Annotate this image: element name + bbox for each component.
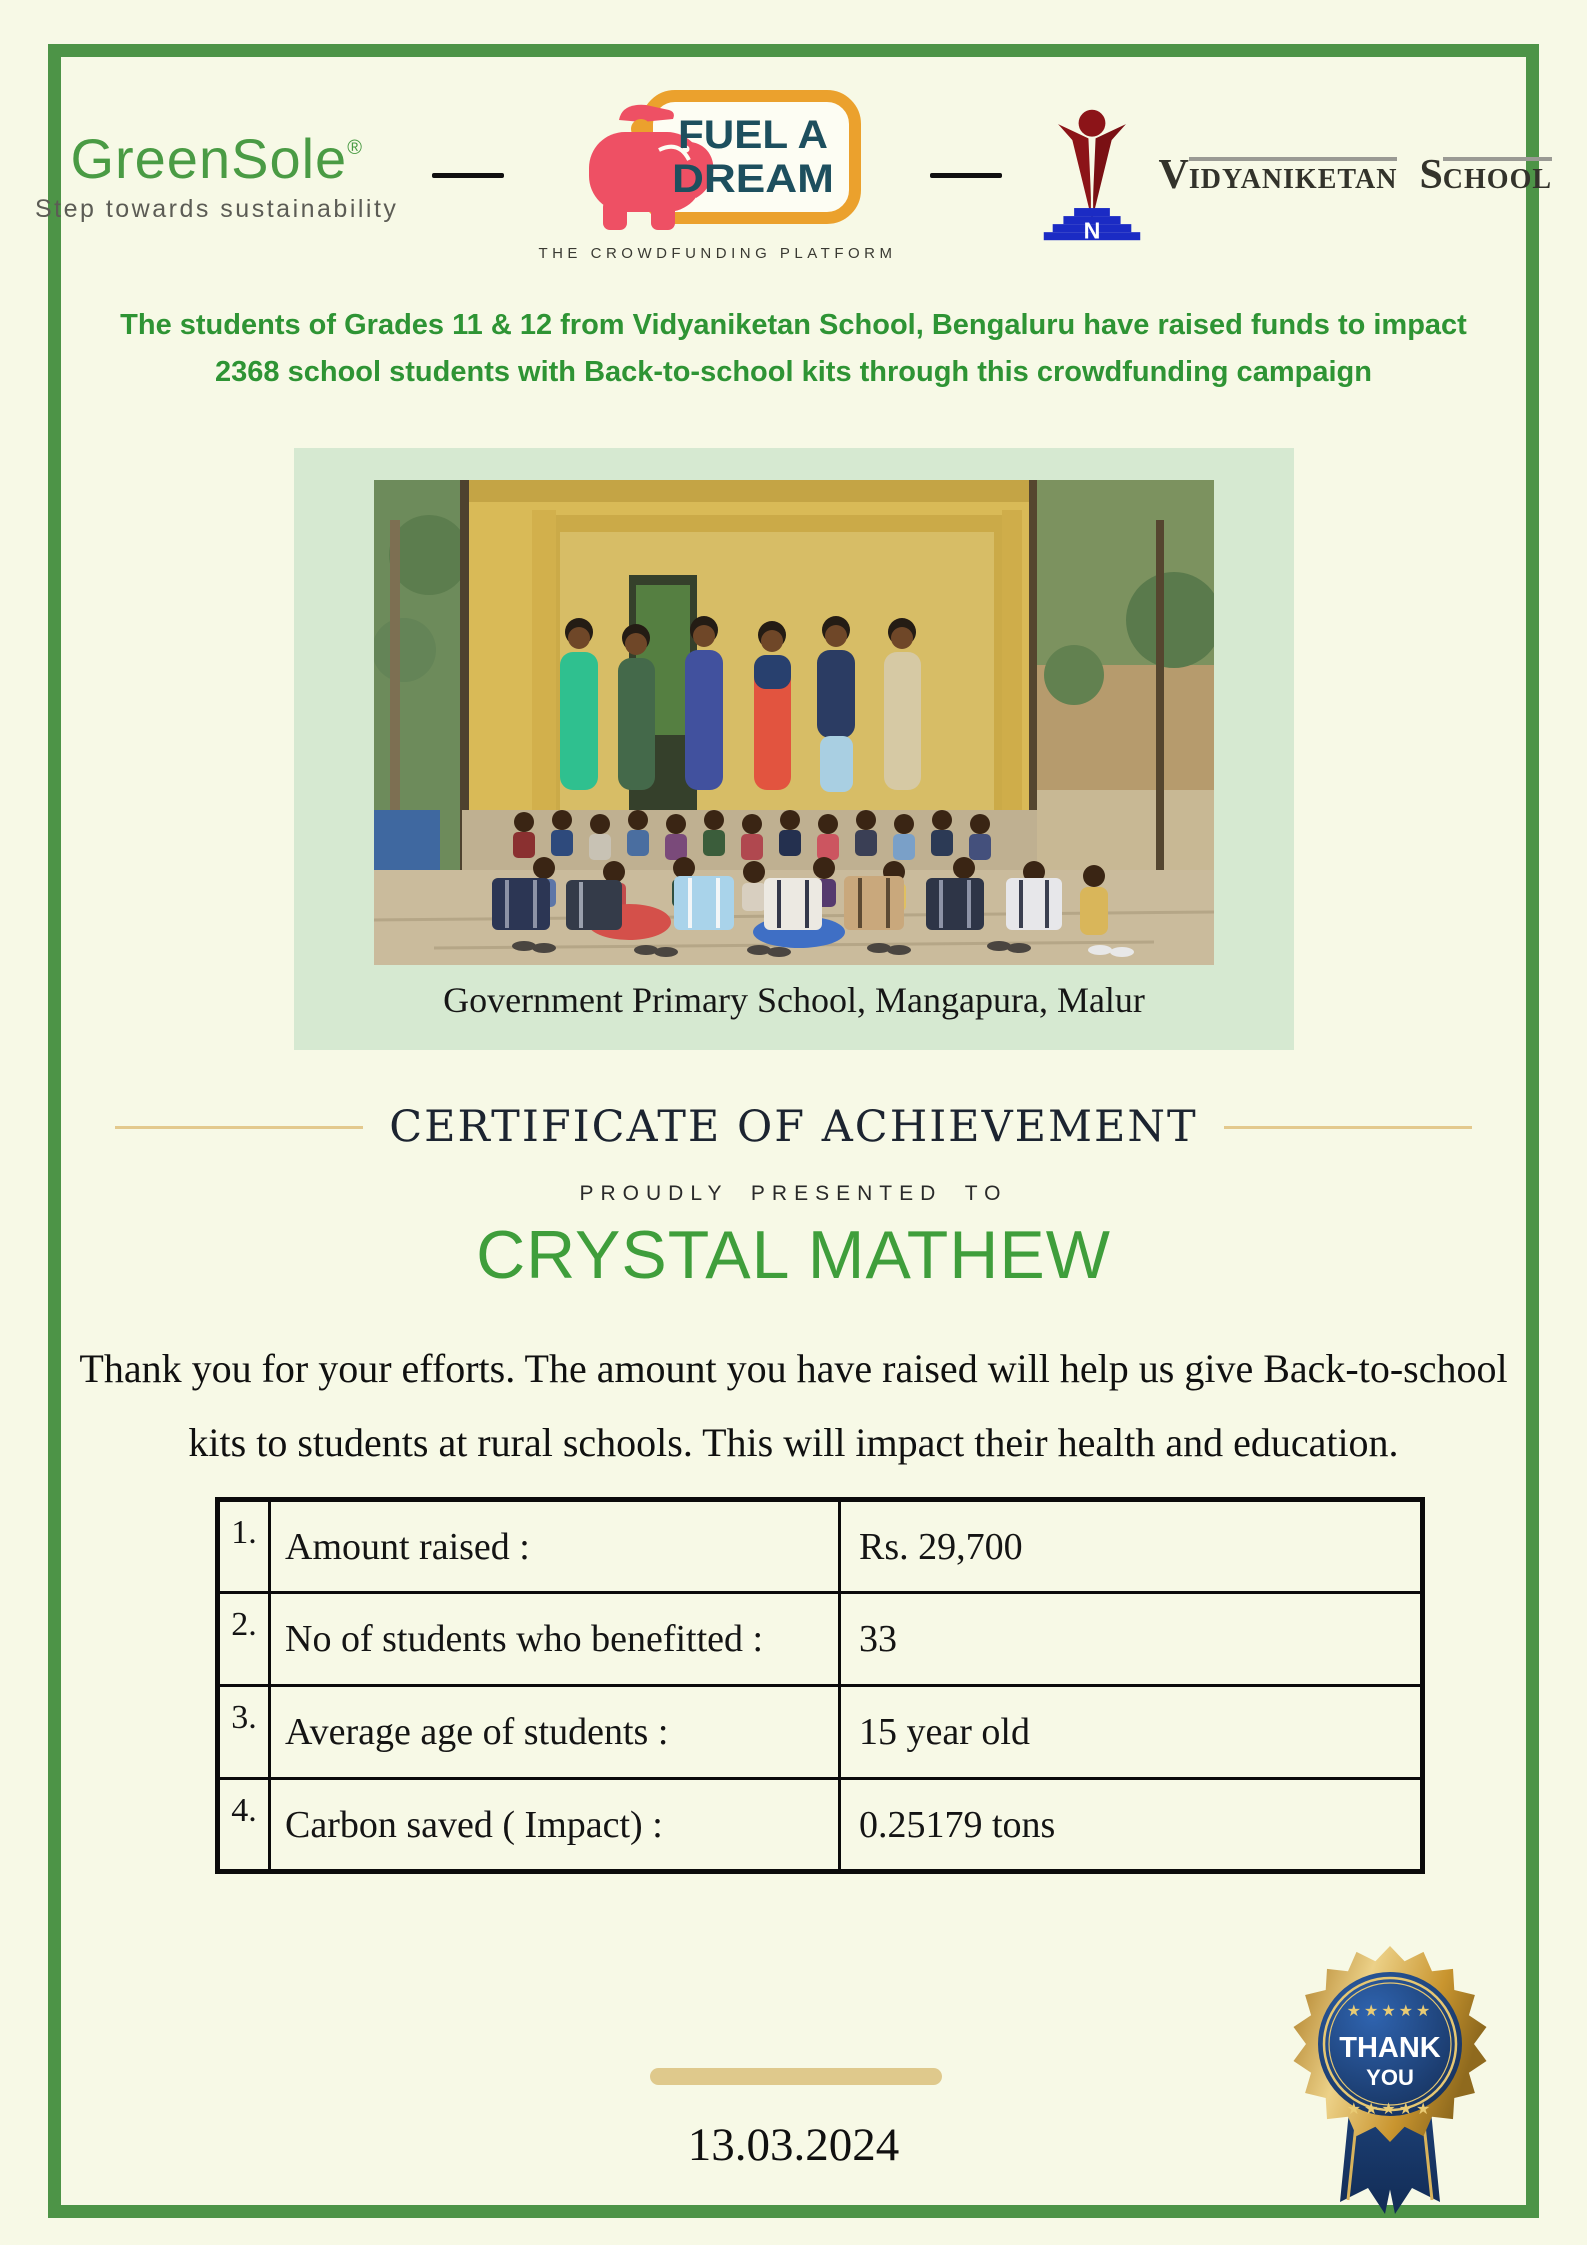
rosette-ribbon-icon (1280, 1916, 1500, 2216)
separator-dash (930, 173, 1002, 178)
row-number: 1. (218, 1500, 270, 1593)
word1-initial: V (1158, 152, 1189, 198)
greensole-wordmark (35, 126, 398, 191)
gold-line-right (1224, 1126, 1472, 1129)
row-number: 2. (218, 1593, 270, 1686)
row-value: 15 year old (840, 1686, 1423, 1779)
stars-bottom: ★★★★★ (1346, 2101, 1434, 2118)
impact-table (215, 1497, 1425, 1874)
intro-text: The students of Grades 11 & 12 from Vidyaniketan School, Bengaluru have raised funds to impact 2368 school students with Back-to-school kits through this crowdfunding campaign (120, 309, 1467, 388)
badge-line1: THANK (1339, 2032, 1441, 2064)
row-label: No of students who benefitted : (270, 1593, 840, 1686)
emblem-letter: N (1084, 217, 1101, 242)
greensole-name: GreenSole (70, 127, 348, 190)
intro-section (0, 302, 1587, 396)
word2-initial: S (1419, 152, 1443, 198)
fueladream-line1: FUEL A (678, 113, 829, 157)
message-text: Thank you for your efforts. The amount you have raised will help us give Back-to-school kits to students at rural schools. This will impact their health and education. (79, 1346, 1508, 1465)
word2-rest: CHOOL (1443, 157, 1552, 196)
table-row (218, 1779, 1423, 1872)
row-number: 4. (218, 1779, 270, 1872)
thank-you-badge (1280, 1916, 1500, 2221)
word1-rest: IDYANIKETAN (1189, 157, 1398, 196)
gold-line-left (115, 1126, 363, 1129)
row-label: Amount raised : (270, 1500, 840, 1593)
photo-card (294, 448, 1294, 1050)
presented-label: PROUDLY PRESENTED TO (579, 1182, 1008, 1205)
row-number: 3. (218, 1686, 270, 1779)
fueladream-line2: DREAM (672, 157, 835, 201)
row-label: Average age of students : (270, 1686, 840, 1779)
certificate-title: CERTIFICATE OF ACHIEVEMENT (389, 1102, 1198, 1152)
fueladream-logo (538, 88, 896, 262)
row-value: 0.25179 tons (840, 1779, 1423, 1872)
certificate-heading (0, 1102, 1587, 1294)
table-row (218, 1500, 1423, 1593)
separator-dash (432, 173, 504, 178)
school-kits (492, 876, 1062, 930)
recipient-name: CRYSTAL MATHEW (476, 1217, 1111, 1293)
logo-header (0, 88, 1587, 262)
stars-top: ★★★★★ (1346, 2003, 1434, 2020)
table-row (218, 1686, 1423, 1779)
vidyaniketan-wordmark (1158, 151, 1552, 199)
gold-divider-bar (650, 2068, 942, 2085)
message-section (53, 1332, 1534, 1480)
date-text: 13.03.2024 (687, 2119, 900, 2171)
row-value: Rs. 29,700 (840, 1500, 1423, 1593)
registered-mark: ® (347, 137, 363, 159)
row-label: Carbon saved ( Impact) : (270, 1779, 840, 1872)
badge-line2: YOU (1366, 2065, 1414, 2090)
school-group-photo (374, 480, 1214, 965)
fueladream-tagline: THE CROWDFUNDING PLATFORM (538, 245, 897, 262)
photo-caption: Government Primary School, Mangapura, Malur (443, 980, 1145, 1020)
greensole-logo (35, 126, 398, 224)
row-value: 33 (840, 1593, 1423, 1686)
vidyaniketan-logo (1036, 108, 1552, 242)
greensole-tagline: Step towards sustainability (34, 195, 399, 223)
vidyaniketan-emblem-icon (1036, 108, 1148, 242)
table-row (218, 1593, 1423, 1686)
fueladream-elephant-icon (567, 88, 867, 238)
